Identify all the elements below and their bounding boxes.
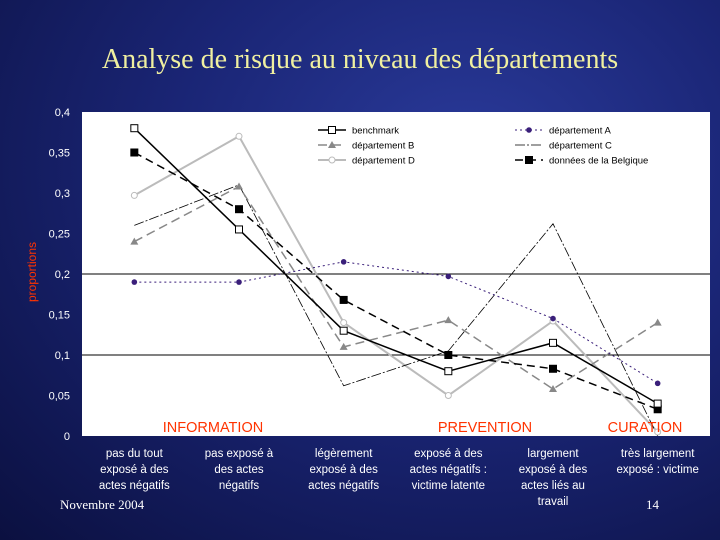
x-category-label: exposé à des xyxy=(309,464,378,476)
data-point xyxy=(340,327,347,334)
legend-marker xyxy=(329,127,336,134)
legend-label: département A xyxy=(549,125,611,137)
y-tick-label: 0,1 xyxy=(54,350,70,362)
data-point xyxy=(341,259,347,265)
data-point xyxy=(445,393,451,399)
data-point xyxy=(132,279,138,285)
y-tick-label: 0,3 xyxy=(54,188,70,200)
data-point xyxy=(445,368,452,375)
x-category-label: exposé à des xyxy=(100,464,169,476)
data-point xyxy=(131,125,138,132)
legend-label: département C xyxy=(549,140,612,152)
data-point xyxy=(235,205,243,213)
data-point xyxy=(550,316,556,322)
data-point xyxy=(130,149,138,157)
legend-label: benchmark xyxy=(352,125,399,137)
data-point xyxy=(549,365,557,373)
data-point xyxy=(236,226,243,233)
y-tick-label: 0,15 xyxy=(48,309,70,322)
section-label: INFORMATION xyxy=(162,420,264,436)
y-tick-label: 0,4 xyxy=(54,107,70,119)
section-label: CURATION xyxy=(607,420,683,436)
x-category-label: pas du tout xyxy=(105,448,163,460)
x-category-label: exposé à des xyxy=(518,464,588,476)
y-tick-label: 0 xyxy=(63,431,70,443)
legend-label: département D xyxy=(352,155,415,167)
y-tick-label: 0,05 xyxy=(48,390,70,403)
legend-marker xyxy=(525,156,533,164)
x-category-label: victime latente xyxy=(411,480,486,492)
y-tick-label: 0,2 xyxy=(54,269,70,281)
legend-label: département B xyxy=(352,140,415,152)
x-category-label: pas exposé à xyxy=(204,448,274,460)
x-category-label: très largement xyxy=(620,448,695,460)
data-point xyxy=(341,320,347,326)
data-point xyxy=(446,274,452,280)
data-point xyxy=(655,381,661,387)
legend-marker xyxy=(526,127,532,133)
data-point xyxy=(654,400,661,407)
page-number: 14 xyxy=(646,497,659,512)
slide-title: Analyse de risque au niveau des départements xyxy=(101,44,619,75)
x-category-label: légèrement xyxy=(314,448,373,460)
legend-marker xyxy=(329,157,335,163)
data-point xyxy=(550,339,557,346)
x-category-label: largement xyxy=(527,448,579,460)
section-label: PREVENTION xyxy=(437,420,533,436)
data-point xyxy=(236,133,242,139)
y-tick-label: 0,35 xyxy=(48,147,70,160)
x-category-label: actes négatifs : xyxy=(409,464,488,476)
x-category-label: actes négatifs xyxy=(308,480,380,492)
legend-label: données de la Belgique xyxy=(549,155,649,167)
x-category-label: travail xyxy=(537,496,569,508)
data-point xyxy=(236,279,242,285)
data-point xyxy=(444,351,452,359)
y-tick-label: 0,25 xyxy=(48,228,70,241)
data-point xyxy=(131,192,137,198)
data-point xyxy=(340,296,348,304)
x-category-label: exposé : victime xyxy=(616,464,699,476)
x-category-label: actes négatifs xyxy=(98,480,170,492)
footer-date: Novembre 2004 xyxy=(60,497,145,512)
x-category-label: des actes xyxy=(214,464,264,476)
x-category-label: actes liés au xyxy=(521,480,585,492)
x-category-label: exposé à des xyxy=(414,448,483,460)
y-axis-label: proportions xyxy=(25,241,39,303)
x-category-label: négatifs xyxy=(218,480,260,492)
